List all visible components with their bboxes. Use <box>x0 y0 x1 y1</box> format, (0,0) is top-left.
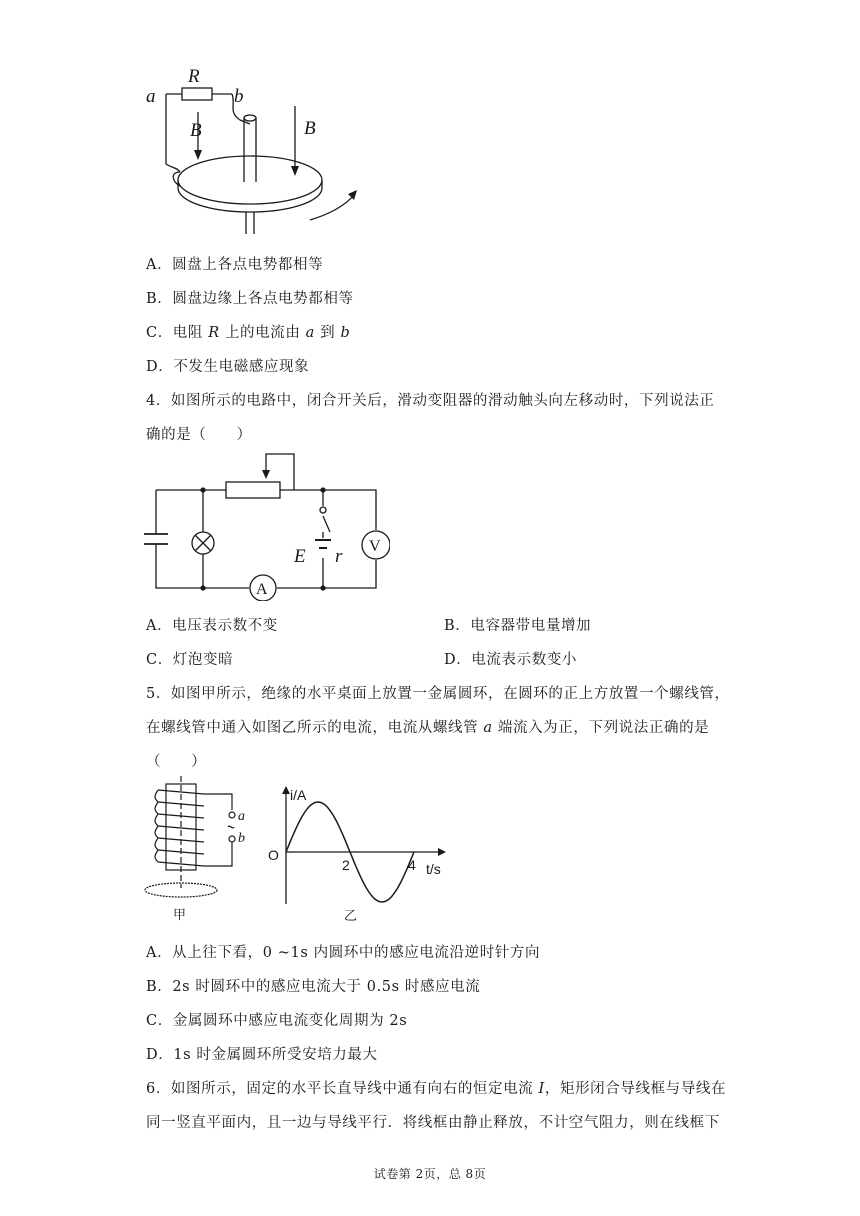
q3-option-d: D．不发生电磁感应现象 <box>146 359 310 375</box>
label-R: R <box>188 66 200 87</box>
origin-label: O <box>268 847 279 863</box>
q4-option-c: C．灯泡变暗 <box>146 652 234 668</box>
circuit-figure <box>140 446 390 601</box>
ammeter-label: A <box>256 581 268 598</box>
q3-option-c <box>146 321 350 342</box>
q4-stem-line1: 4．如图所示的电路中，闭合开关后，滑动变阻器的滑动触头向左移动时，下列说法正 <box>146 393 715 409</box>
label-B-right: B <box>304 118 316 139</box>
page-footer: 试卷第 2页，总 8页 <box>373 1167 487 1181</box>
q4-option-b: B．电容器带电量增加 <box>444 618 592 634</box>
capacitor <box>144 534 168 544</box>
q6-stem-line1 <box>146 1077 726 1098</box>
label-a: a <box>146 86 156 107</box>
label-b: b <box>234 86 244 107</box>
tick-4: 4 <box>408 857 416 873</box>
disk-figure <box>140 60 360 240</box>
q3-option-c-pre: C．电阻 <box>146 325 209 341</box>
q5-option-a: A．从上往下看，0 ~1s 内圆环中的感应电流沿逆时针方向 <box>146 945 541 961</box>
q6-stem-line2: 同一竖直平面内，且一边与导线平行．将线框由静止释放，不计空气阻力，则在线框下 <box>146 1115 720 1131</box>
var-a: a <box>305 325 315 341</box>
label-B-left: B <box>190 120 202 141</box>
q5-stem-line2 <box>146 716 709 737</box>
x-axis-label: t/s <box>426 861 441 877</box>
var-a: a <box>483 720 493 736</box>
q3-option-a: A．圆盘上各点电势都相等 <box>146 257 324 273</box>
q5-stem-line3: （ ） <box>146 754 207 770</box>
q5-stem-line2-pre: 在螺线管中通入如图乙所示的电流，电流从螺线管 <box>146 720 484 736</box>
var-R: R <box>208 325 220 341</box>
rheostat <box>226 482 280 498</box>
q5-stem-line2-post: 端流入为正，下列说法正确的是 <box>492 720 710 736</box>
resistor-R <box>182 88 212 100</box>
label-r: r <box>335 546 343 567</box>
q4-option-d: D．电流表示数变小 <box>444 652 578 668</box>
q6-stem-line1-post: ，矩形闭合导线框与导线在 <box>544 1081 727 1097</box>
q3-option-c-mid2: 到 <box>314 325 341 341</box>
y-axis-label: i/A <box>290 787 307 803</box>
label-a: a <box>238 809 245 824</box>
solenoid-figure <box>140 772 250 922</box>
q6-stem-line1-pre: 6．如图所示，固定的水平长直导线中通有向右的恒定电流 <box>146 1081 539 1097</box>
q3-option-c-mid1: 上的电流由 <box>219 325 306 341</box>
shaft <box>244 118 256 182</box>
disk <box>178 156 322 204</box>
caption-jia: 甲 <box>173 908 187 922</box>
voltmeter-label: V <box>369 538 381 555</box>
q5-option-d: D．1s 时金属圆环所受安培力最大 <box>146 1047 378 1063</box>
q4-option-a: A．电压表示数不变 <box>146 618 278 634</box>
battery <box>315 540 331 548</box>
q5-option-c: C．金属圆环中感应电流变化周期为 2s <box>146 1013 408 1029</box>
tick-2: 2 <box>342 857 350 873</box>
var-b: b <box>340 325 351 341</box>
q5-option-b: B．2s 时圆环中的感应电流大于 0.5s 时感应电流 <box>146 979 481 995</box>
label-E: E <box>294 546 306 567</box>
current-graph <box>262 784 482 924</box>
label-b: b <box>238 831 245 846</box>
q3-option-b: B．圆盘边缘上各点电势都相等 <box>146 291 354 307</box>
q5-stem-line1: 5．如图甲所示，绝缘的水平桌面上放置一金属圆环，在圆环的正上方放置一个螺线管， <box>146 686 730 702</box>
q4-stem-line2: 确的是（ ） <box>146 427 252 443</box>
var-I: I <box>538 1081 545 1097</box>
caption-yi: 乙 <box>344 909 358 924</box>
